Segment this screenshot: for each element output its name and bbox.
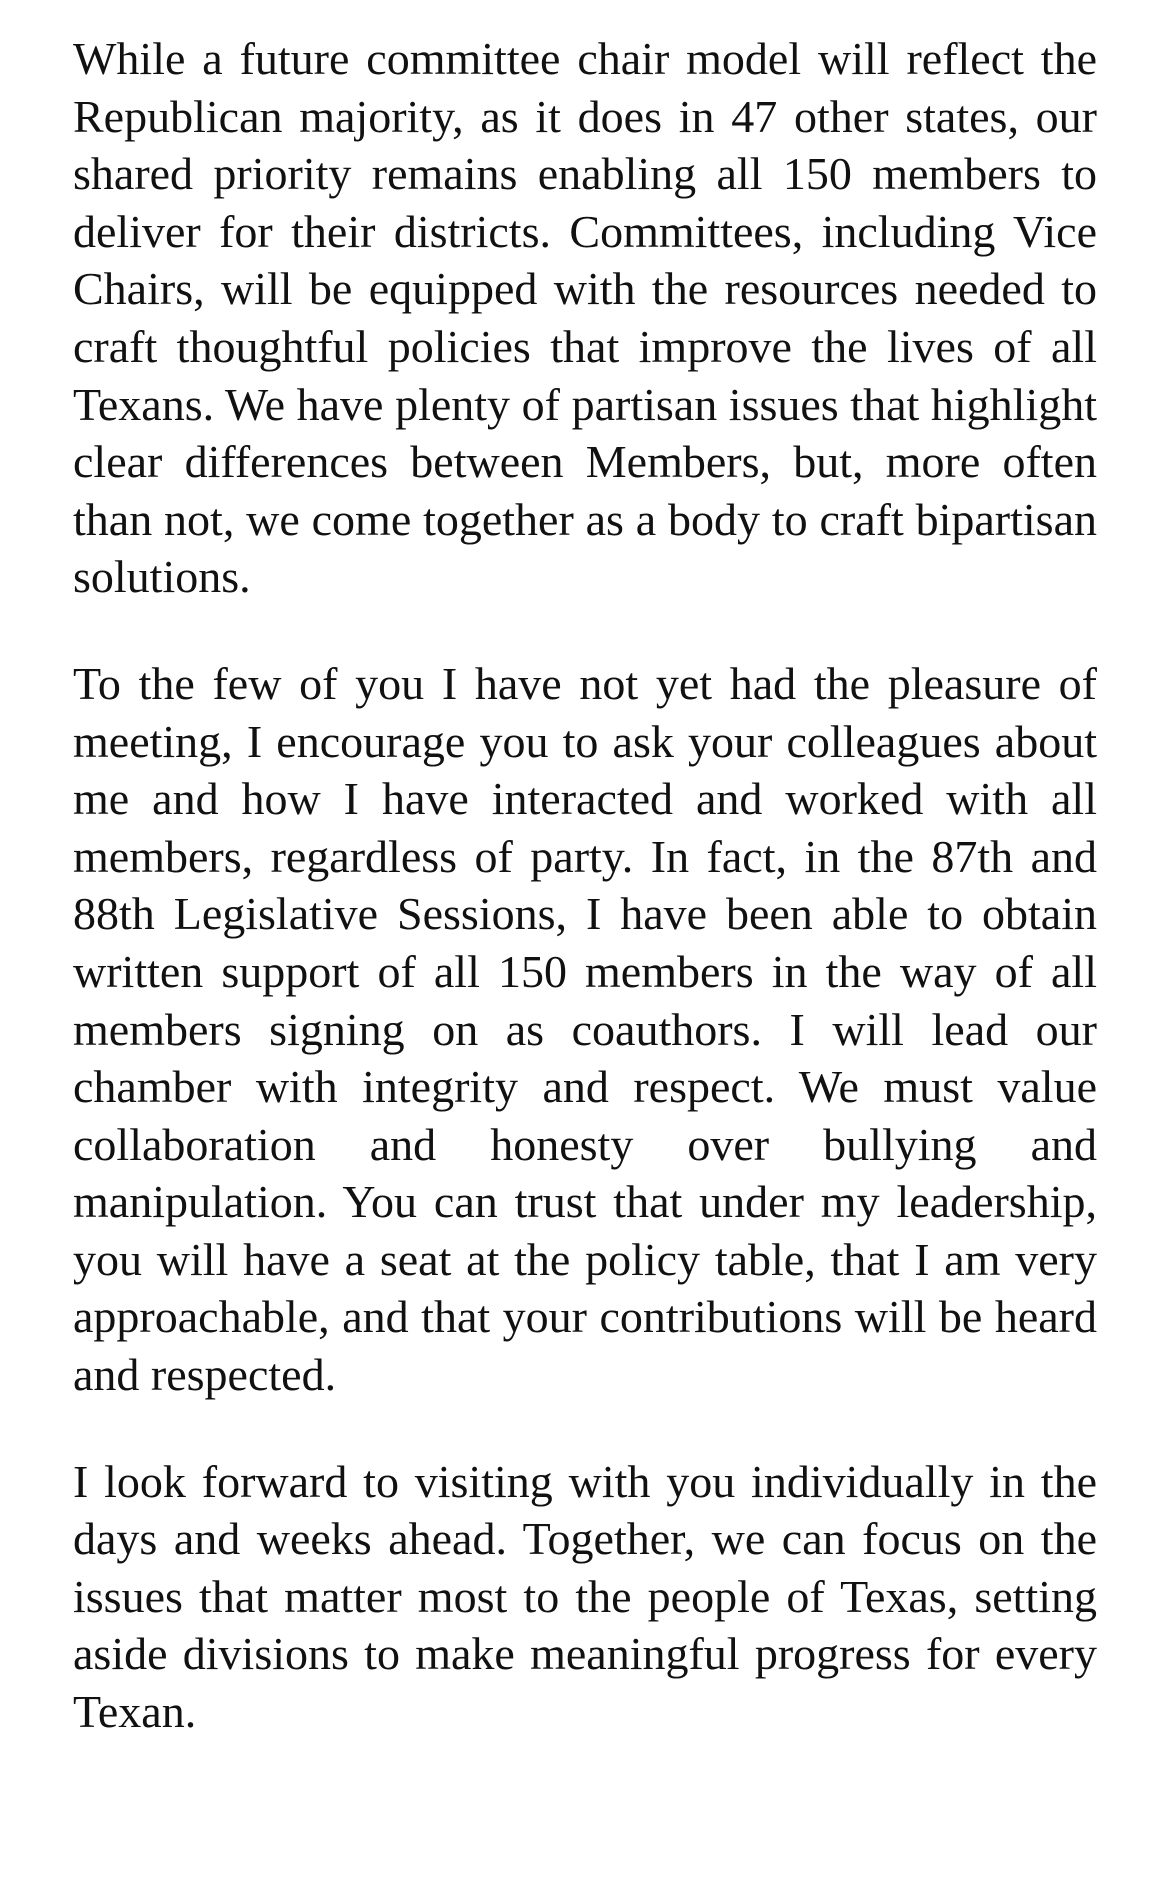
paragraph-meeting-colleagues: To the few of you I have not yet had the pleasure of meeting, I encourage you to ask your colleagues about me and how I have interacted and worked with all members, regardless of party. In fact, in the 87th and 88th Legislative Sessions, I have been able to obtain written support of all 150 members in the way of all members signing on as coauthors. I will lead our chamber with integrity and respect. We must value collaboration and honesty over bullying and manipulation. You can trust that under my leadership, you will have a seat at the policy table, that I am very approachable, and that your contributions will be heard and respected. bbox=[73, 657, 1097, 1401]
paragraph-committee-model: While a future committee chair model will reflect the Republican majority, as it does in 47 other states, our shared priority remains enabling all 150 members to deliver for their districts. Committees, including Vice Chairs, will be equipped with the resources needed to craft thoughtful policies that improve the lives of all Texans. We have plenty of partisan issues that highlight clear differences between Members, but, more often than not, we come together as a body to craft bipartisan solutions. bbox=[73, 33, 1097, 603]
paragraph-closing: I look forward to visiting with you individually in the days and weeks ahead. Together, we can focus on the issues that matter most to the people of Texas, setting aside divisions to make meaningful progress for every Texan. bbox=[73, 1455, 1097, 1738]
letter-body bbox=[73, 30, 1097, 1741]
